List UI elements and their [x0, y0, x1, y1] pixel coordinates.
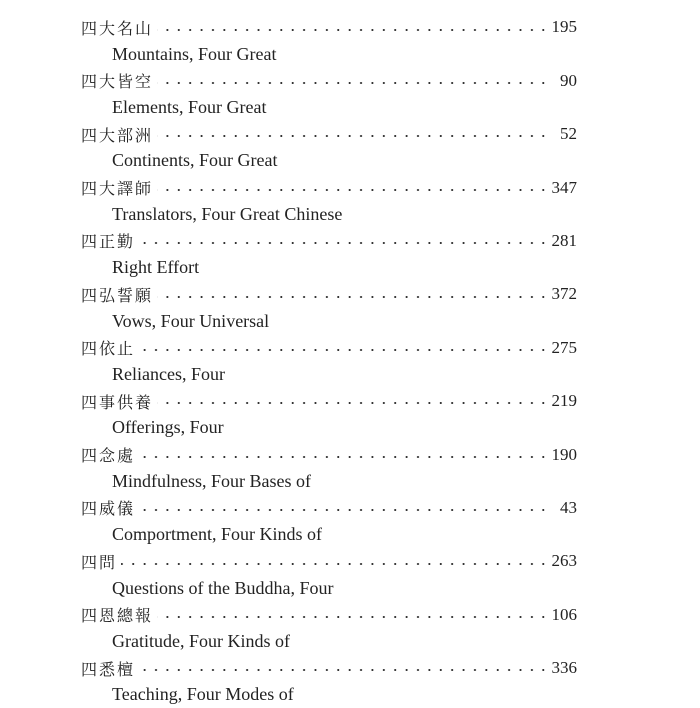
entry-chinese: 四大部洲	[81, 125, 154, 145]
entry-page-number: 347	[551, 177, 577, 197]
entry-chinese: 四正勤	[81, 232, 136, 252]
entry-chinese: 四問	[81, 552, 118, 572]
entry-english: Vows, Four Universal	[112, 310, 270, 331]
dot-leader	[139, 334, 549, 361]
entry-chinese: 四大譯師	[81, 179, 154, 199]
entry-chinese: 四弘誓願	[81, 285, 154, 305]
index-entry	[81, 601, 577, 654]
entry-chinese: 四大名山	[81, 18, 154, 38]
entry-page-number: 281	[551, 230, 577, 250]
index-entry	[81, 121, 577, 174]
dot-leader	[157, 601, 549, 628]
dot-leader	[157, 174, 549, 201]
entry-english: Mindfulness, Four Bases of	[112, 470, 311, 491]
entry-page-number: 275	[551, 337, 577, 357]
entry-page-number: 336	[551, 658, 577, 678]
index-entry	[81, 281, 577, 334]
entry-english: Teaching, Four Modes of	[112, 684, 294, 705]
entry-english: Mountains, Four Great	[112, 43, 277, 64]
dot-leader	[139, 441, 549, 468]
entry-english	[81, 0, 577, 1]
entry-english: Offerings, Four	[112, 417, 224, 438]
dot-leader	[139, 655, 549, 682]
entry-english: Translators, Four Great Chinese	[112, 203, 343, 224]
entry-page-number: 90	[560, 70, 577, 90]
entry-chinese: 四大皆空	[81, 72, 154, 92]
entry-chinese: 四威儀	[81, 499, 136, 519]
entry-page-number: 190	[551, 444, 577, 464]
dot-leader	[157, 121, 549, 148]
index-entry	[81, 495, 577, 548]
entry-english: Questions of the Buddha, Four	[112, 577, 334, 598]
index-entry	[81, 174, 577, 227]
index-entry	[81, 655, 577, 708]
dot-leader	[157, 14, 549, 41]
entry-chinese: 四依止	[81, 339, 136, 359]
entry-page-number: 43	[560, 497, 577, 517]
dot-leader	[157, 67, 549, 94]
entry-page-number: 195	[551, 17, 577, 37]
index-entry	[81, 67, 577, 120]
entry-chinese: 四念處	[81, 446, 136, 466]
entry-english: Reliances, Four	[112, 364, 225, 385]
entry-english: Gratitude, Four Kinds of	[112, 631, 290, 652]
index-entry	[81, 548, 577, 601]
entry-english: Right Effort	[112, 257, 200, 278]
entry-page-number: 219	[551, 391, 577, 411]
index-entry	[81, 441, 577, 494]
entry-page-number: 372	[551, 284, 577, 304]
entry-chinese: 四悉檀	[81, 659, 136, 679]
dot-leader	[157, 281, 549, 308]
entry-english: Elements, Four Great	[112, 97, 267, 118]
dot-leader	[157, 388, 549, 415]
entry-english: Comportment, Four Kinds of	[112, 524, 322, 545]
dot-leader	[139, 495, 549, 522]
index-entry	[81, 14, 577, 67]
entry-english: Continents, Four Great	[112, 150, 278, 171]
index-entry	[81, 388, 577, 441]
dot-leader	[139, 228, 549, 255]
entry-chinese: 四事供養	[81, 392, 154, 412]
dot-leader	[121, 548, 549, 575]
index-entry	[81, 228, 577, 281]
entry-page-number: 52	[560, 124, 577, 144]
entry-page-number: 106	[551, 604, 577, 624]
entry-page-number: 263	[551, 551, 577, 571]
index-entry	[81, 334, 577, 387]
entry-chinese: 四恩總報	[81, 606, 154, 626]
